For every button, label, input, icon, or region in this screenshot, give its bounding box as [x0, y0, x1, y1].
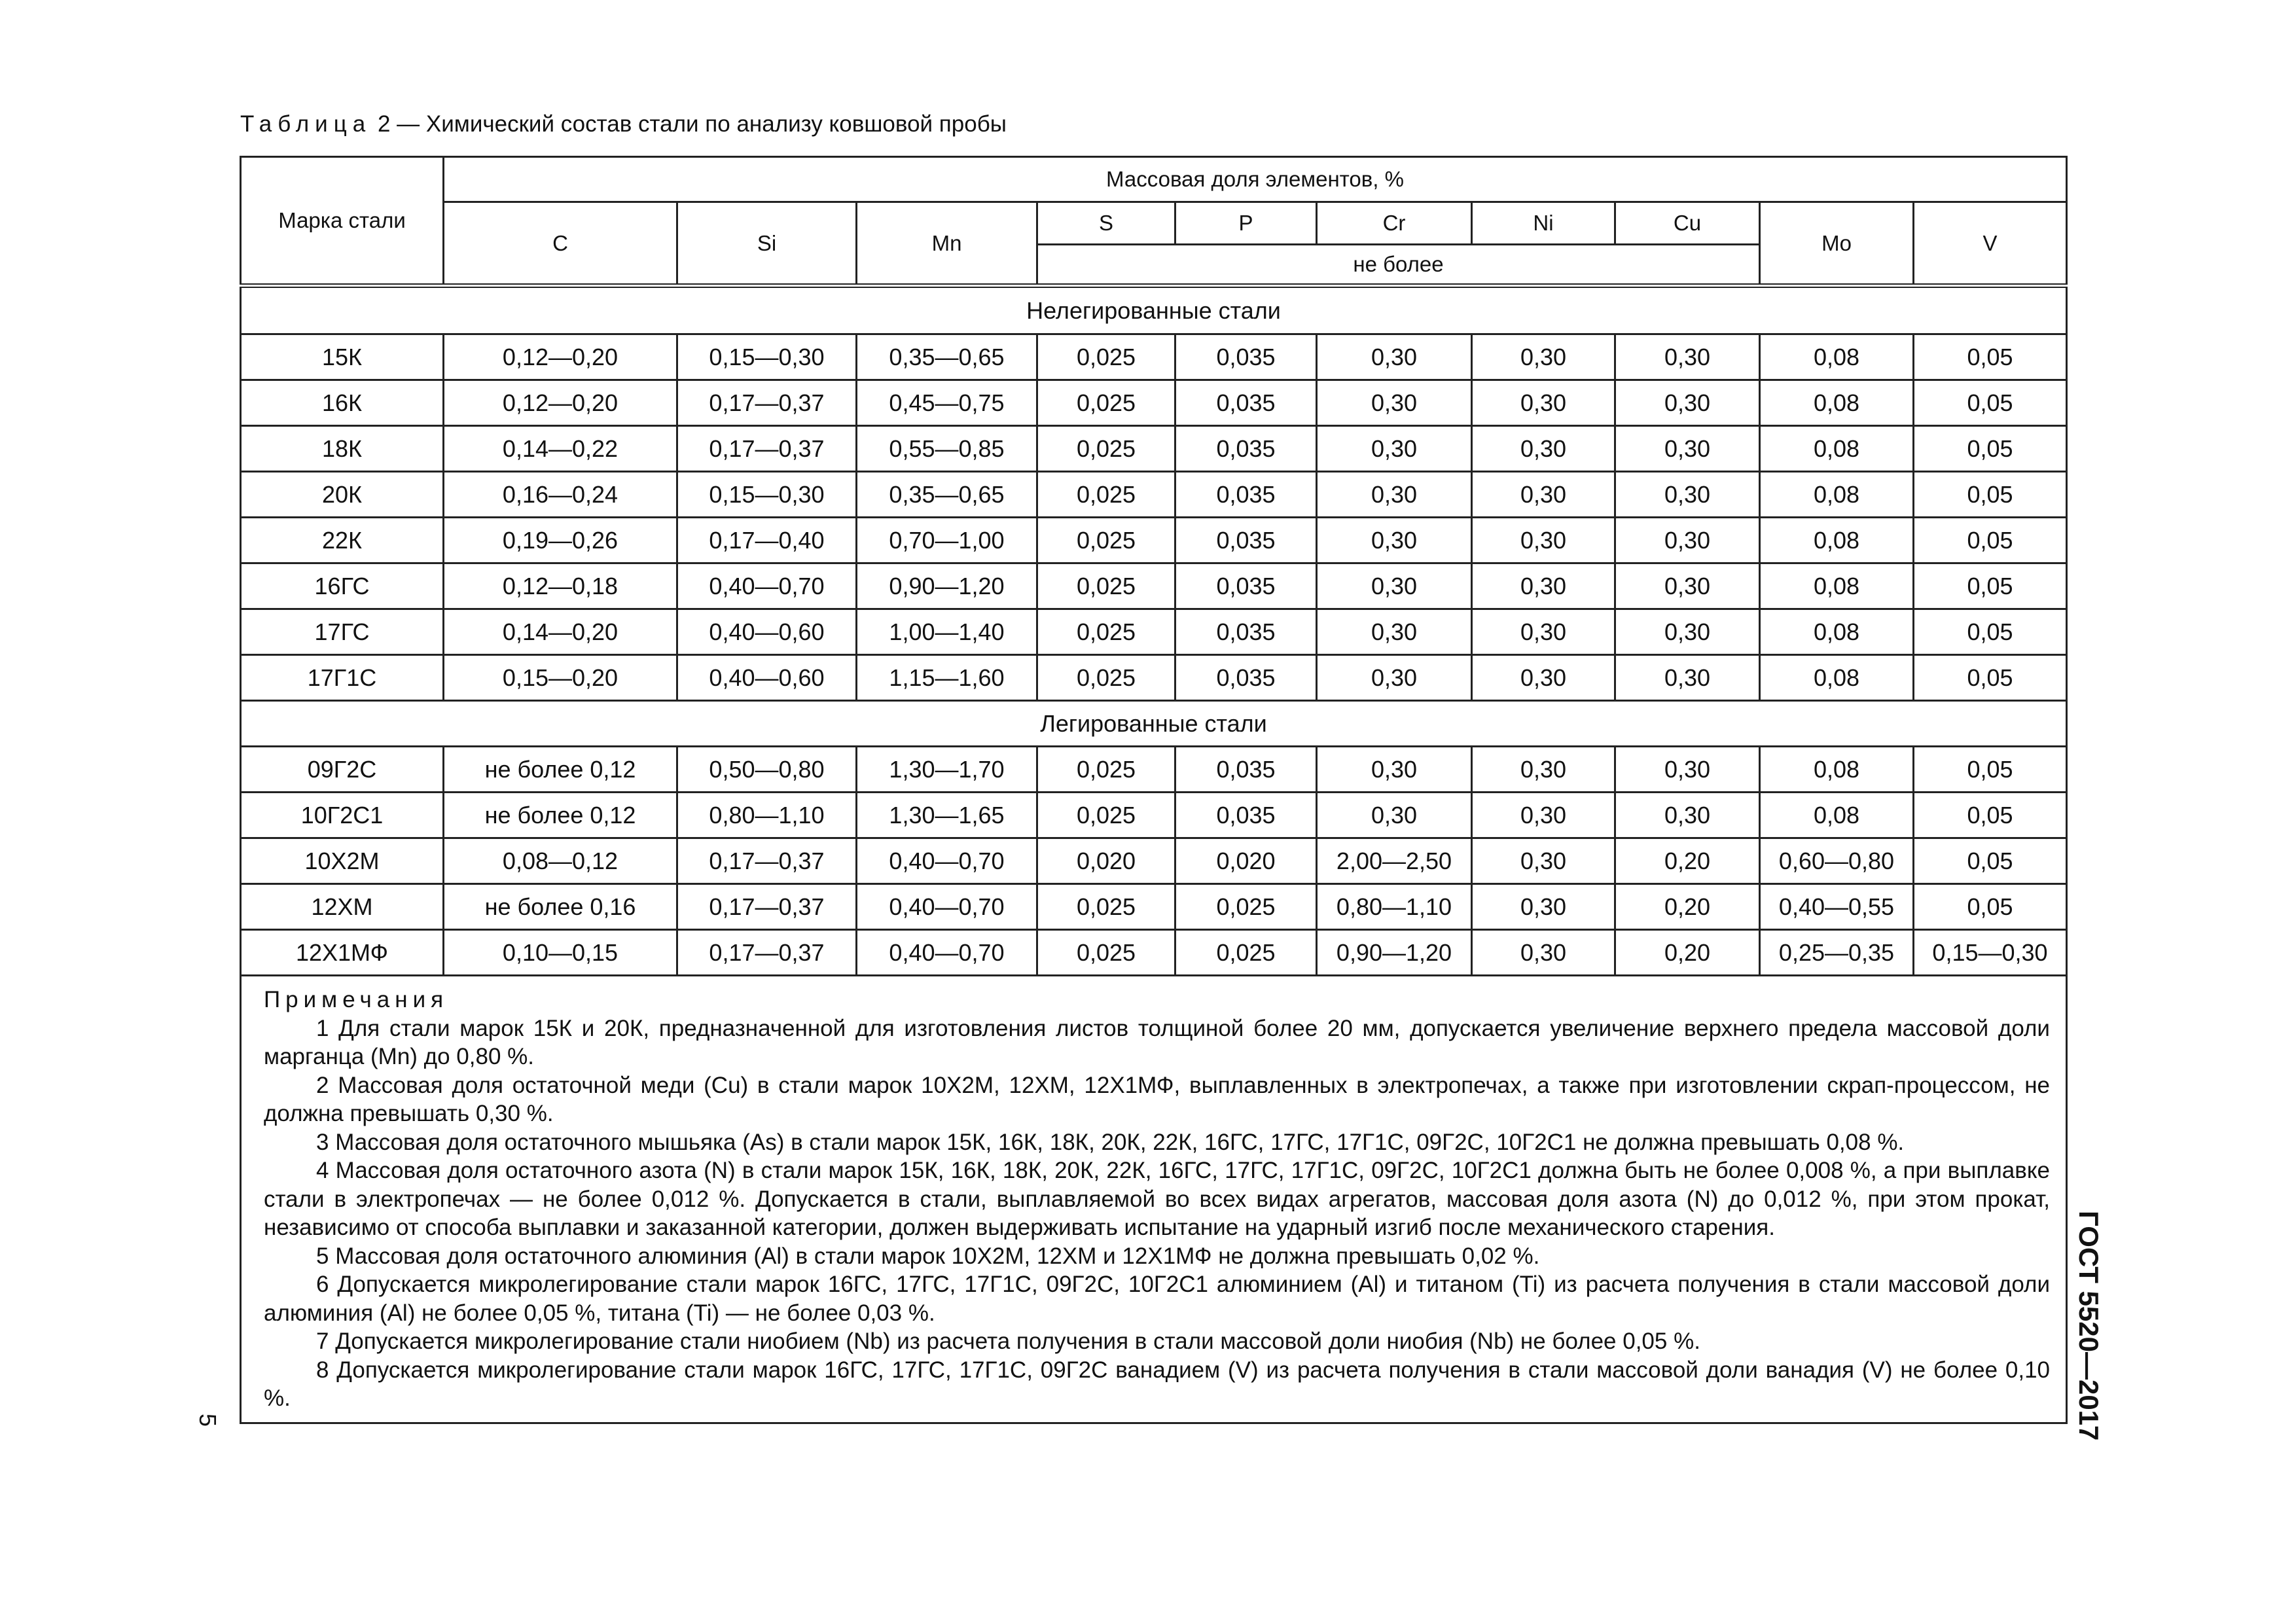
element-value-cell: 0,08	[1760, 563, 1914, 609]
element-value-cell: 0,10—0,15	[444, 930, 677, 976]
element-value-cell: 0,30	[1615, 518, 1760, 563]
element-value-cell: 0,30	[1615, 334, 1760, 380]
section-row	[241, 286, 2067, 334]
element-value-cell: 0,30	[1472, 472, 1615, 518]
element-value-cell: 0,17—0,37	[677, 838, 857, 884]
element-value-cell: 0,025	[1037, 884, 1175, 930]
element-value-cell: 0,20	[1615, 884, 1760, 930]
element-value-cell: 0,30	[1472, 334, 1615, 380]
element-value-cell: 0,08	[1760, 472, 1914, 518]
element-value-cell: 0,025	[1037, 793, 1175, 838]
element-value-cell: 0,45—0,75	[857, 380, 1037, 426]
element-value-cell: 0,30	[1472, 793, 1615, 838]
element-value-cell: 0,020	[1037, 838, 1175, 884]
steel-grade-cell: 12ХМ	[241, 884, 444, 930]
steel-grade-cell: 22К	[241, 518, 444, 563]
element-value-cell: 0,025	[1037, 472, 1175, 518]
element-value-cell: 0,05	[1914, 563, 2067, 609]
document-designation: ГОСТ 5520—2017	[2073, 1211, 2104, 1441]
note-item: 6 Допускается микролегирование стали марок 16ГС, 17ГС, 17Г1С, 09Г2С, 10Г2С1 алюминием (Al) и титаном (Ti) из расчета получения в стали массовой доли алюминия (Al) не более 0,05 %, титана (Ti) — не более 0,03 %.	[264, 1272, 2050, 1326]
element-value-cell: 0,30	[1615, 426, 1760, 472]
steel-grade-cell: 17ГС	[241, 609, 444, 655]
element-value-cell: 0,30	[1472, 426, 1615, 472]
element-value-cell: 0,90—1,20	[857, 563, 1037, 609]
steel-grade-cell: 17Г1С	[241, 655, 444, 701]
element-value-cell: 0,025	[1037, 563, 1175, 609]
element-value-cell: 0,30	[1472, 609, 1615, 655]
element-value-cell: 0,025	[1037, 655, 1175, 701]
note-item: 5 Массовая доля остаточного алюминия (Al) в стали марок 10Х2М, 12ХМ и 12Х1МФ не должна превышать 0,02 %.	[316, 1243, 1540, 1269]
element-value-cell: 0,30	[1615, 747, 1760, 793]
header-element-s: S	[1037, 202, 1175, 245]
element-value-cell: 0,70—1,00	[857, 518, 1037, 563]
element-value-cell: 0,30	[1317, 380, 1472, 426]
header-element-ni: Ni	[1472, 202, 1615, 245]
element-value-cell: 0,55—0,85	[857, 426, 1037, 472]
note-item: 2 Массовая доля остаточной меди (Cu) в стали марок 10Х2М, 12ХМ, 12Х1МФ, выплавленных в электропечах, а также при изготовлении скрап-процессом, не должна превышать 0,30 %.	[264, 1072, 2050, 1126]
element-value-cell: 0,025	[1037, 334, 1175, 380]
element-value-cell: 0,05	[1914, 655, 2067, 701]
element-value-cell: 0,08	[1760, 655, 1914, 701]
element-value-cell: 0,30	[1615, 380, 1760, 426]
element-value-cell: 0,30	[1317, 655, 1472, 701]
element-value-cell: 0,17—0,37	[677, 426, 857, 472]
header-element-mo: Mo	[1760, 202, 1914, 286]
element-value-cell: 0,60—0,80	[1760, 838, 1914, 884]
element-value-cell: 0,30	[1472, 563, 1615, 609]
note-item: 3 Массовая доля остаточного мышьяка (As) в стали марок 15К, 16К, 18К, 20К, 22К, 16ГС, 17ГС, 17Г1С, 09Г2С, 10Г2С1 не должна превышать 0,08 %.	[316, 1129, 1905, 1155]
element-value-cell: 0,14—0,22	[444, 426, 677, 472]
element-value-cell: 0,40—0,60	[677, 655, 857, 701]
steel-grade-cell: 10Г2С1	[241, 793, 444, 838]
element-value-cell: 1,30—1,70	[857, 747, 1037, 793]
element-value-cell: 0,30	[1317, 793, 1472, 838]
steel-grade-cell: 16ГС	[241, 563, 444, 609]
notes-cell	[241, 976, 2067, 1423]
element-value-cell: 0,30	[1472, 838, 1615, 884]
element-value-cell: 0,035	[1175, 563, 1317, 609]
element-value-cell: не более 0,12	[444, 747, 677, 793]
element-value-cell: 0,035	[1175, 380, 1317, 426]
table-row	[241, 334, 2067, 380]
table-row	[241, 793, 2067, 838]
table-row	[241, 563, 2067, 609]
element-value-cell: 0,35—0,65	[857, 472, 1037, 518]
element-value-cell: 0,025	[1037, 518, 1175, 563]
element-value-cell: 0,17—0,40	[677, 518, 857, 563]
element-value-cell: 0,40—0,70	[857, 884, 1037, 930]
section-title: Нелегированные стали	[241, 286, 2067, 334]
header-element-v: V	[1914, 202, 2067, 286]
element-value-cell: не более 0,16	[444, 884, 677, 930]
element-value-cell: 1,15—1,60	[857, 655, 1037, 701]
element-value-cell: 0,14—0,20	[444, 609, 677, 655]
element-value-cell: 0,80—1,10	[1317, 884, 1472, 930]
chemical-composition-table	[240, 156, 2068, 1424]
table-row	[241, 747, 2067, 793]
element-value-cell: 0,035	[1175, 472, 1317, 518]
element-value-cell: 0,05	[1914, 884, 2067, 930]
element-value-cell: 0,025	[1175, 930, 1317, 976]
element-value-cell: 0,05	[1914, 472, 2067, 518]
element-value-cell: 0,08	[1760, 426, 1914, 472]
steel-grade-cell: 16К	[241, 380, 444, 426]
table-caption	[240, 111, 1007, 137]
steel-grade-cell: 09Г2С	[241, 747, 444, 793]
header-grade: Марка стали	[241, 157, 444, 286]
element-value-cell: 0,30	[1472, 747, 1615, 793]
element-value-cell: 0,80—1,10	[677, 793, 857, 838]
element-value-cell: 0,30	[1317, 472, 1472, 518]
element-value-cell: 0,12—0,20	[444, 380, 677, 426]
element-value-cell: 0,40—0,60	[677, 609, 857, 655]
element-value-cell: 0,40—0,70	[857, 838, 1037, 884]
element-value-cell: 0,05	[1914, 609, 2067, 655]
element-value-cell: не более 0,12	[444, 793, 677, 838]
header-element-c: C	[444, 202, 677, 286]
element-value-cell: 0,035	[1175, 334, 1317, 380]
table-row	[241, 426, 2067, 472]
element-value-cell: 0,035	[1175, 655, 1317, 701]
element-value-cell: 0,15—0,30	[677, 334, 857, 380]
element-value-cell: 0,30	[1615, 563, 1760, 609]
table-row	[241, 884, 2067, 930]
steel-grade-cell: 12Х1МФ	[241, 930, 444, 976]
note-item: 1 Для стали марок 15К и 20К, предназначенной для изготовления листов толщиной более 20 мм, допускается увеличение верхнего предела массовой доли марганца (Mn) до 0,80 %.	[264, 1015, 2050, 1069]
element-value-cell: 0,05	[1914, 518, 2067, 563]
table-notes	[241, 976, 2067, 1423]
element-value-cell: 0,05	[1914, 380, 2067, 426]
page-number: 5	[194, 1414, 221, 1427]
element-value-cell: 0,16—0,24	[444, 472, 677, 518]
element-value-cell: 0,025	[1037, 747, 1175, 793]
element-value-cell: 0,30	[1317, 609, 1472, 655]
steel-grade-cell: 10Х2М	[241, 838, 444, 884]
element-value-cell: 0,30	[1472, 884, 1615, 930]
element-value-cell: 0,08	[1760, 380, 1914, 426]
caption-text: 2 — Химический состав стали по анализу ковшовой пробы	[377, 111, 1007, 137]
element-value-cell: 0,35—0,65	[857, 334, 1037, 380]
element-value-cell: 0,035	[1175, 609, 1317, 655]
element-value-cell: 0,035	[1175, 747, 1317, 793]
header-element-p: P	[1175, 202, 1317, 245]
element-value-cell: 0,08—0,12	[444, 838, 677, 884]
element-value-cell: 0,025	[1037, 426, 1175, 472]
steel-grade-cell: 18К	[241, 426, 444, 472]
table-header	[241, 157, 2067, 286]
element-value-cell: 0,40—0,70	[857, 930, 1037, 976]
element-value-cell: 0,30	[1472, 518, 1615, 563]
table-row	[241, 472, 2067, 518]
element-value-cell: 0,40—0,55	[1760, 884, 1914, 930]
notes-list	[264, 1014, 2050, 1413]
element-value-cell: 0,020	[1175, 838, 1317, 884]
element-value-cell: 0,17—0,37	[677, 380, 857, 426]
element-value-cell: 0,30	[1615, 472, 1760, 518]
element-value-cell: 0,30	[1317, 426, 1472, 472]
element-value-cell: 0,30	[1615, 655, 1760, 701]
element-value-cell: 0,08	[1760, 334, 1914, 380]
section-title: Легированные стали	[241, 701, 2067, 747]
element-value-cell: 0,20	[1615, 930, 1760, 976]
element-value-cell: 0,30	[1317, 563, 1472, 609]
element-value-cell: 0,30	[1472, 380, 1615, 426]
element-value-cell: 0,30	[1317, 747, 1472, 793]
element-value-cell: 0,15—0,30	[677, 472, 857, 518]
header-element-si: Si	[677, 202, 857, 286]
element-value-cell: 0,50—0,80	[677, 747, 857, 793]
steel-grade-cell: 15К	[241, 334, 444, 380]
element-value-cell: 1,00—1,40	[857, 609, 1037, 655]
element-value-cell: 0,20	[1615, 838, 1760, 884]
element-value-cell: 0,08	[1760, 518, 1914, 563]
element-value-cell: 0,08	[1760, 609, 1914, 655]
element-value-cell: 0,035	[1175, 793, 1317, 838]
table-row	[241, 655, 2067, 701]
element-value-cell: 0,30	[1472, 930, 1615, 976]
element-value-cell: 0,30	[1615, 609, 1760, 655]
element-value-cell: 0,025	[1175, 884, 1317, 930]
element-value-cell: 0,17—0,37	[677, 884, 857, 930]
element-value-cell: 0,12—0,18	[444, 563, 677, 609]
notes-title: Примечания	[264, 987, 449, 1012]
steel-grade-cell: 20К	[241, 472, 444, 518]
element-value-cell: 2,00—2,50	[1317, 838, 1472, 884]
element-value-cell: 0,15—0,30	[1914, 930, 2067, 976]
element-value-cell: 0,30	[1317, 518, 1472, 563]
element-value-cell: 0,05	[1914, 334, 2067, 380]
element-value-cell: 0,25—0,35	[1760, 930, 1914, 976]
section-row	[241, 701, 2067, 747]
header-element-cr: Cr	[1317, 202, 1472, 245]
note-item: 8 Допускается микролегирование стали марок 16ГС, 17ГС, 17Г1С, 09Г2С ванадием (V) из расчета получения в стали массовой доли ванадия (V) не более 0,10 %.	[264, 1357, 2050, 1411]
note-item: 4 Массовая доля остаточного азота (N) в стали марок 15К, 16К, 18К, 20К, 22К, 16ГС, 17ГС, 17Г1С, 09Г2С, 10Г2С1 должна быть не более 0,008 %, а при выплавке стали в электропечах — не более 0,012 %. Допускается в стали, выплавляемой во всех видах агрегатов, массовая доля азота (N) до 0,012 %, при этом прокат, независимо от способа выплавки и заказанной категории, должен выдерживать испытание на ударный изгиб после механического старения.	[264, 1158, 2050, 1240]
header-element-mn: Mn	[857, 202, 1037, 286]
table-row	[241, 930, 2067, 976]
element-value-cell: 0,17—0,37	[677, 930, 857, 976]
element-value-cell: 0,19—0,26	[444, 518, 677, 563]
table-body	[241, 286, 2067, 976]
header-mass-fraction: Массовая доля элементов, %	[444, 157, 2067, 202]
element-value-cell: 1,30—1,65	[857, 793, 1037, 838]
element-value-cell: 0,05	[1914, 747, 2067, 793]
element-value-cell: 0,30	[1615, 793, 1760, 838]
element-value-cell: 0,90—1,20	[1317, 930, 1472, 976]
header-not-more: не более	[1037, 245, 1760, 286]
element-value-cell: 0,05	[1914, 426, 2067, 472]
element-value-cell: 0,40—0,70	[677, 563, 857, 609]
header-element-cu: Cu	[1615, 202, 1760, 245]
element-value-cell: 0,035	[1175, 518, 1317, 563]
element-value-cell: 0,08	[1760, 747, 1914, 793]
element-value-cell: 0,30	[1472, 655, 1615, 701]
element-value-cell: 0,025	[1037, 930, 1175, 976]
table-row	[241, 609, 2067, 655]
element-value-cell: 0,035	[1175, 426, 1317, 472]
element-value-cell: 0,08	[1760, 793, 1914, 838]
table-row	[241, 518, 2067, 563]
table-row	[241, 380, 2067, 426]
element-value-cell: 0,025	[1037, 380, 1175, 426]
table-row	[241, 838, 2067, 884]
element-value-cell: 0,05	[1914, 793, 2067, 838]
element-value-cell: 0,05	[1914, 838, 2067, 884]
element-value-cell: 0,12—0,20	[444, 334, 677, 380]
caption-label: Таблица	[240, 111, 372, 137]
element-value-cell: 0,15—0,20	[444, 655, 677, 701]
element-value-cell: 0,30	[1317, 334, 1472, 380]
element-value-cell: 0,025	[1037, 609, 1175, 655]
note-item: 7 Допускается микролегирование стали ниобием (Nb) из расчета получения в стали массовой доли ниобия (Nb) не более 0,05 %.	[316, 1329, 1700, 1354]
